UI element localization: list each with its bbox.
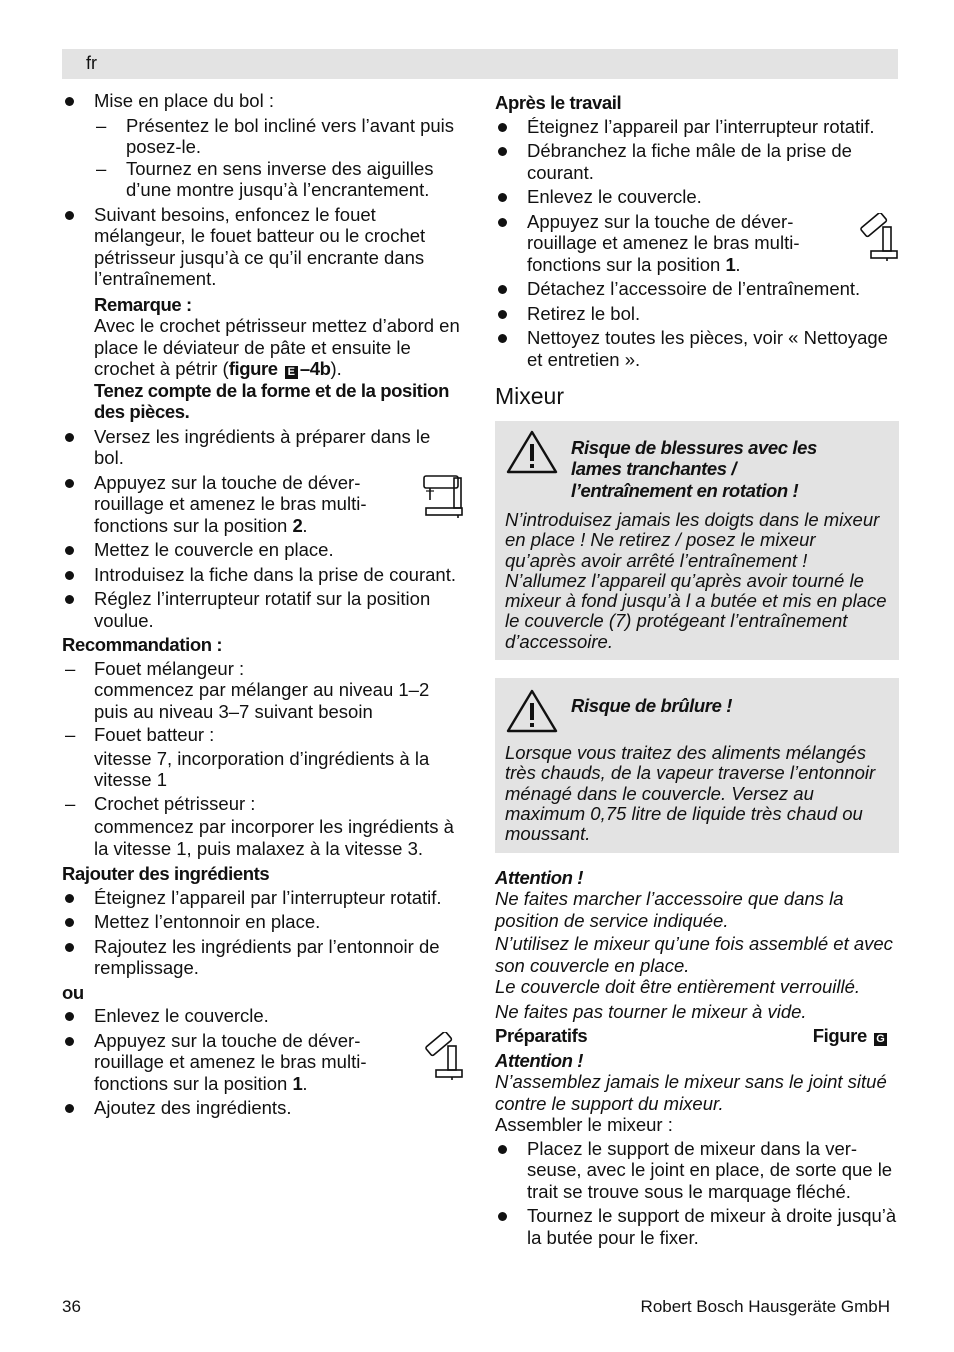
- company-name: Robert Bosch Hausgeräte GmbH: [640, 1297, 890, 1316]
- figure-label: Figure: [812, 1025, 867, 1047]
- list-item: Mettez le couvercle en place.: [62, 539, 464, 561]
- warning-triangle-icon: [505, 688, 559, 734]
- warning-box: [495, 421, 899, 661]
- list-item: Tournez le support de mixeur à droite jusqu’à la butée pour le fixer.: [495, 1205, 899, 1248]
- list-item: Appuyez sur la touche de déverrouillage et amenez le bras multifonctions sur la position 1.: [62, 1030, 464, 1095]
- sub-item-text: commencez par incorporer les ingrédients à la vitesse 1, puis malaxez à la vitesse 3.: [94, 816, 454, 859]
- list-item: Placez le support de mixeur dans la verseuse, avec le joint en place, de sorte que le trait se trouve sous le marquage fléché.: [495, 1138, 899, 1203]
- list-item: Débranchez la fiche mâle de la prise de courant.: [495, 140, 899, 183]
- remarque-title: Remarque :: [94, 293, 192, 315]
- attention-title: Attention !: [495, 1049, 584, 1071]
- remarque-bold: Tenez compte de la forme et de la position des pièces.: [94, 379, 449, 422]
- figure-letter-badge: G: [874, 1033, 887, 1046]
- sub-item-text: commencez par mélanger au niveau 1–2 puis au niveau 3–7 suivant besoin: [94, 679, 430, 722]
- list-item: Enlevez le couvercle.: [495, 186, 899, 208]
- apres-title: Après le travail: [495, 92, 622, 113]
- list-item: Retirez le bol.: [495, 303, 899, 325]
- attention-title: Attention !: [495, 866, 584, 888]
- attention-text: Ne faites pas tourner le mixeur à vide.: [495, 1000, 807, 1022]
- sub-item: – Tournez en sens inverse des aiguilles d’une montre jusqu’à l’encrantement.: [62, 158, 464, 201]
- list-item: Ajoutez des ingrédients.: [62, 1097, 464, 1119]
- recommandation-title: Recommandation :: [62, 634, 223, 655]
- list-item: Appuyez sur la touche de déverrouillage et amenez le bras multifonctions sur la position 1.: [495, 211, 899, 276]
- page-header-bar: [62, 49, 898, 79]
- list-item: Appuyez sur la touche de déverrouillage et amenez le bras multifonctions sur la position 2.: [62, 472, 464, 537]
- arm-position-2-icon: [422, 474, 464, 520]
- attention-text: Le couvercle doit être entièrement verrouillé.: [495, 976, 861, 998]
- list-item: Rajoutez les ingrédients par l’entonnoir de remplissage.: [62, 936, 464, 979]
- list-item: Enlevez le couvercle.: [62, 1005, 464, 1027]
- list-item: Versez les ingrédients à préparer dans le bol.: [62, 426, 464, 469]
- language-label: fr: [86, 53, 97, 73]
- list-item: Réglez l’interrupteur rotatif sur la position voulue.: [62, 588, 464, 631]
- list-item: Suivant besoins, enfoncez le fouet mélangeur, le fouet batteur ou le crochet pétrisseur jusqu’à ce qu’il encrante dans l’entraînement.: [62, 204, 464, 290]
- sub-item: – Présentez le bol incliné vers l’avant puis posez-le.: [62, 115, 464, 158]
- preparatifs-title: Préparatifs: [495, 1025, 588, 1047]
- warning-triangle-icon: [505, 429, 559, 475]
- arm-position-1-icon: [422, 1032, 464, 1082]
- arm-position-1-icon: [857, 213, 899, 263]
- warning-box: [495, 678, 899, 852]
- left-column: [62, 90, 464, 1122]
- sub-item: – Crochet pétrisseur :: [62, 793, 464, 815]
- list-item: Mise en place du bol :: [62, 90, 464, 112]
- warning-text: N’introduisez jamais les doigts dans le mixeur en place ! Ne retirez / posez le mixeur qu’après avoir arrêté l’entraînement ! N’allumez l’appareil qu’après avoir tourné le mixeur à fond jusqu’à l a butée et mis en place le couvercle (7) protégeant l’entraînement d’accessoire.: [505, 509, 887, 652]
- warning-title: Risque de blessures avec les lames tranchantes / l’entraînement en rotation !: [571, 436, 817, 501]
- list-item: Éteignez l’appareil par l’interrupteur rotatif.: [495, 116, 899, 138]
- assembler-label: Assembler le mixeur :: [495, 1114, 673, 1136]
- sub-item: – Fouet mélangeur :: [62, 658, 464, 680]
- list-item: Mettez l’entonnoir en place.: [62, 911, 464, 933]
- sub-item: – Fouet batteur :: [62, 724, 464, 746]
- ou-label: ou: [62, 981, 84, 1003]
- list-item: Introduisez la fiche dans la prise de courant.: [62, 564, 464, 586]
- list-item: Détachez l’accessoire de l’entraînement.: [495, 278, 899, 300]
- attention-text: N’assemblez jamais le mixeur sans le joint situé contre le support du mixeur.: [495, 1071, 887, 1114]
- section-title: Mixeur: [495, 383, 565, 409]
- warning-title: Risque de brûlure !: [571, 695, 732, 717]
- figure-letter-badge: E: [285, 366, 298, 379]
- right-column: [495, 92, 899, 1251]
- list-item: Éteignez l’appareil par l’interrupteur rotatif.: [62, 887, 464, 909]
- warning-text: Lorsque vous traitez des aliments mélangés très chauds, de la vapeur traverse l’entonnoir ménagé dans le couvercle. Versez au maximum 0,75 litre de liquide très chaud ou moussant.: [505, 742, 876, 845]
- sub-item-text: vitesse 7, incorporation d’ingrédients à la vitesse 1: [94, 747, 430, 790]
- remarque-text: Avec le crochet pétrisseur mettez d’abord en place le déviateur de pâte et ensuite le crochet à pétrir (figure E –4b).: [94, 315, 460, 379]
- attention-text: Ne faites marcher l’accessoire que dans la position de service indiquée.: [495, 888, 844, 931]
- preparatifs-row: [495, 1025, 899, 1047]
- attention-text: N’utilisez le mixeur qu’une fois assemblé et avec son couvercle en place.: [495, 933, 893, 976]
- rajouter-title: Rajouter des ingrédients: [62, 863, 270, 884]
- list-item: Nettoyez toutes les pièces, voir « Nettoyage et entretien ».: [495, 327, 899, 370]
- page-number: 36: [62, 1297, 81, 1316]
